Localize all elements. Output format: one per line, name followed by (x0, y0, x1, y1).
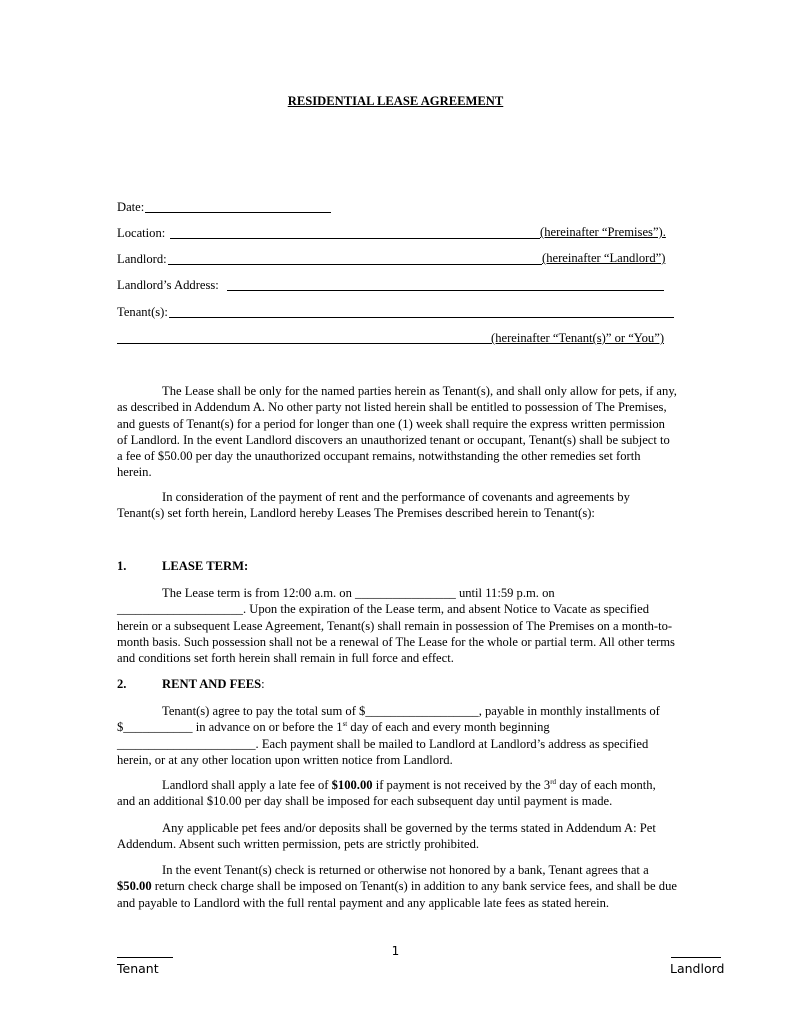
date-label: Date: (117, 200, 145, 214)
return-check-amount: $50.00 (117, 879, 152, 894)
late-fee-text-a: Landlord shall apply a late fee of (162, 778, 332, 792)
return-check-text-b: return check charge shall be imposed on Tenant(s) in addition to any bank service fees, and shall be due and payable to Landlord with the full rental payment and any applicable late fees as stated herein. (117, 879, 677, 910)
intro-paragraph-1: The Lease shall be only for the named parties herein as Tenant(s), and shall only allow for pets, if any, as described in Addendum A. No other party not listed herein shall be entitled to possession of The Premises, and guests of Tenant(s) for a period for longer than one (1) week shall require the express written permission of Landlord. In the event Landlord discovers an unauthorized tenant or occupant, Tenant(s) shall be subject to a fee of $50.00 per day the unauthorized occupant remains, notwithstanding the other remedies set forth herein. (117, 384, 677, 480)
tenants-suffix: (hereinafter “Tenant(s)” or “You”) (491, 331, 665, 345)
late-fee-text-b: if payment is not received by the 3 (372, 778, 551, 792)
section-1-title: LEASE TERM: (162, 559, 249, 573)
landlord-input-line[interactable] (168, 252, 542, 265)
section-2-number: 2. (117, 677, 127, 691)
late-fee-text-c: day of each month, and an additional $10.00 per day shall be imposed for each subsequent day until payment is made. (117, 778, 656, 809)
section-1-heading (117, 559, 248, 574)
rent-text-b: day of each and every month beginning ______________________. Each payment shall be mailed to Landlord at Landlord’s address as specified herein, or at any other location upon written notice from Landlord. (117, 720, 649, 767)
tenant-initials-label: Tenant (117, 961, 159, 976)
rent-text-a: Tenant(s) agree to pay the total sum of $__________________, payable in monthly installments of $___________ in advance on or before the 1 (117, 704, 660, 735)
location-suffix: (hereinafter “Premises”). (540, 225, 666, 239)
section-2-paragraph-4 (117, 862, 677, 911)
landlord-suffix: (hereinafter “Landlord”) (542, 251, 666, 265)
date-input-line[interactable] (145, 200, 331, 213)
landlord-address-label: Landlord’s Address: (117, 278, 219, 292)
section-2-paragraph-1 (117, 703, 677, 768)
section-2-paragraph-2 (117, 777, 677, 810)
section-2-heading (117, 677, 265, 692)
section-2-paragraph-3: Any applicable pet fees and/or deposits shall be governed by the terms stated in Addendum A: Pet Addendum. Absent such written permission, pets are strictly prohibited. (117, 821, 656, 852)
section-2-colon: : (261, 677, 265, 691)
location-label: Location: (117, 226, 166, 240)
section-2-title: RENT AND FEES (162, 677, 262, 691)
tenants-input-line-2[interactable] (117, 331, 491, 344)
tenants-input-line-1[interactable] (169, 305, 674, 318)
late-fee-sup-rd: rd (550, 778, 557, 786)
intro-paragraph-2: In consideration of the payment of rent and the performance of covenants and agreements by Tenant(s) set forth herein, Landlord hereby Leases The Premises described herein to Tenant(s): (117, 490, 630, 521)
section-1-number: 1. (117, 559, 127, 573)
rent-sup-st: st (342, 720, 348, 729)
section-1-paragraph: The Lease term is from 12:00 a.m. on ________________ until 11:59 p.m. on ____________________. Upon the expiration of the Lease term, and absent Notice to Vacate as specified herein or a subsequent Lease Agreement, Tenant(s) shall remain in possession of The Premises on a month-to-month basis. Such possession shall not be a renewal of The Lease for the whole or partial term. All other terms and conditions set forth herein shall remain in full force and effect. (117, 586, 675, 666)
tenants-label: Tenant(s): (117, 305, 168, 319)
return-check-text-a: In the event Tenant(s) check is returned or otherwise not honored by a bank, Tenant agrees that a (162, 863, 649, 877)
tenant-initials-line[interactable] (117, 956, 173, 958)
landlord-address-input-line[interactable] (227, 278, 664, 291)
page-number: 1 (391, 944, 400, 958)
landlord-label: Landlord: (117, 252, 167, 266)
landlord-initials-line[interactable] (671, 956, 721, 958)
late-fee-amount: $100.00 (331, 778, 373, 792)
landlord-initials-label: Landlord (670, 961, 725, 976)
document-title: RESIDENTIAL LEASE AGREEMENT (287, 94, 504, 108)
location-input-line[interactable] (170, 226, 540, 239)
